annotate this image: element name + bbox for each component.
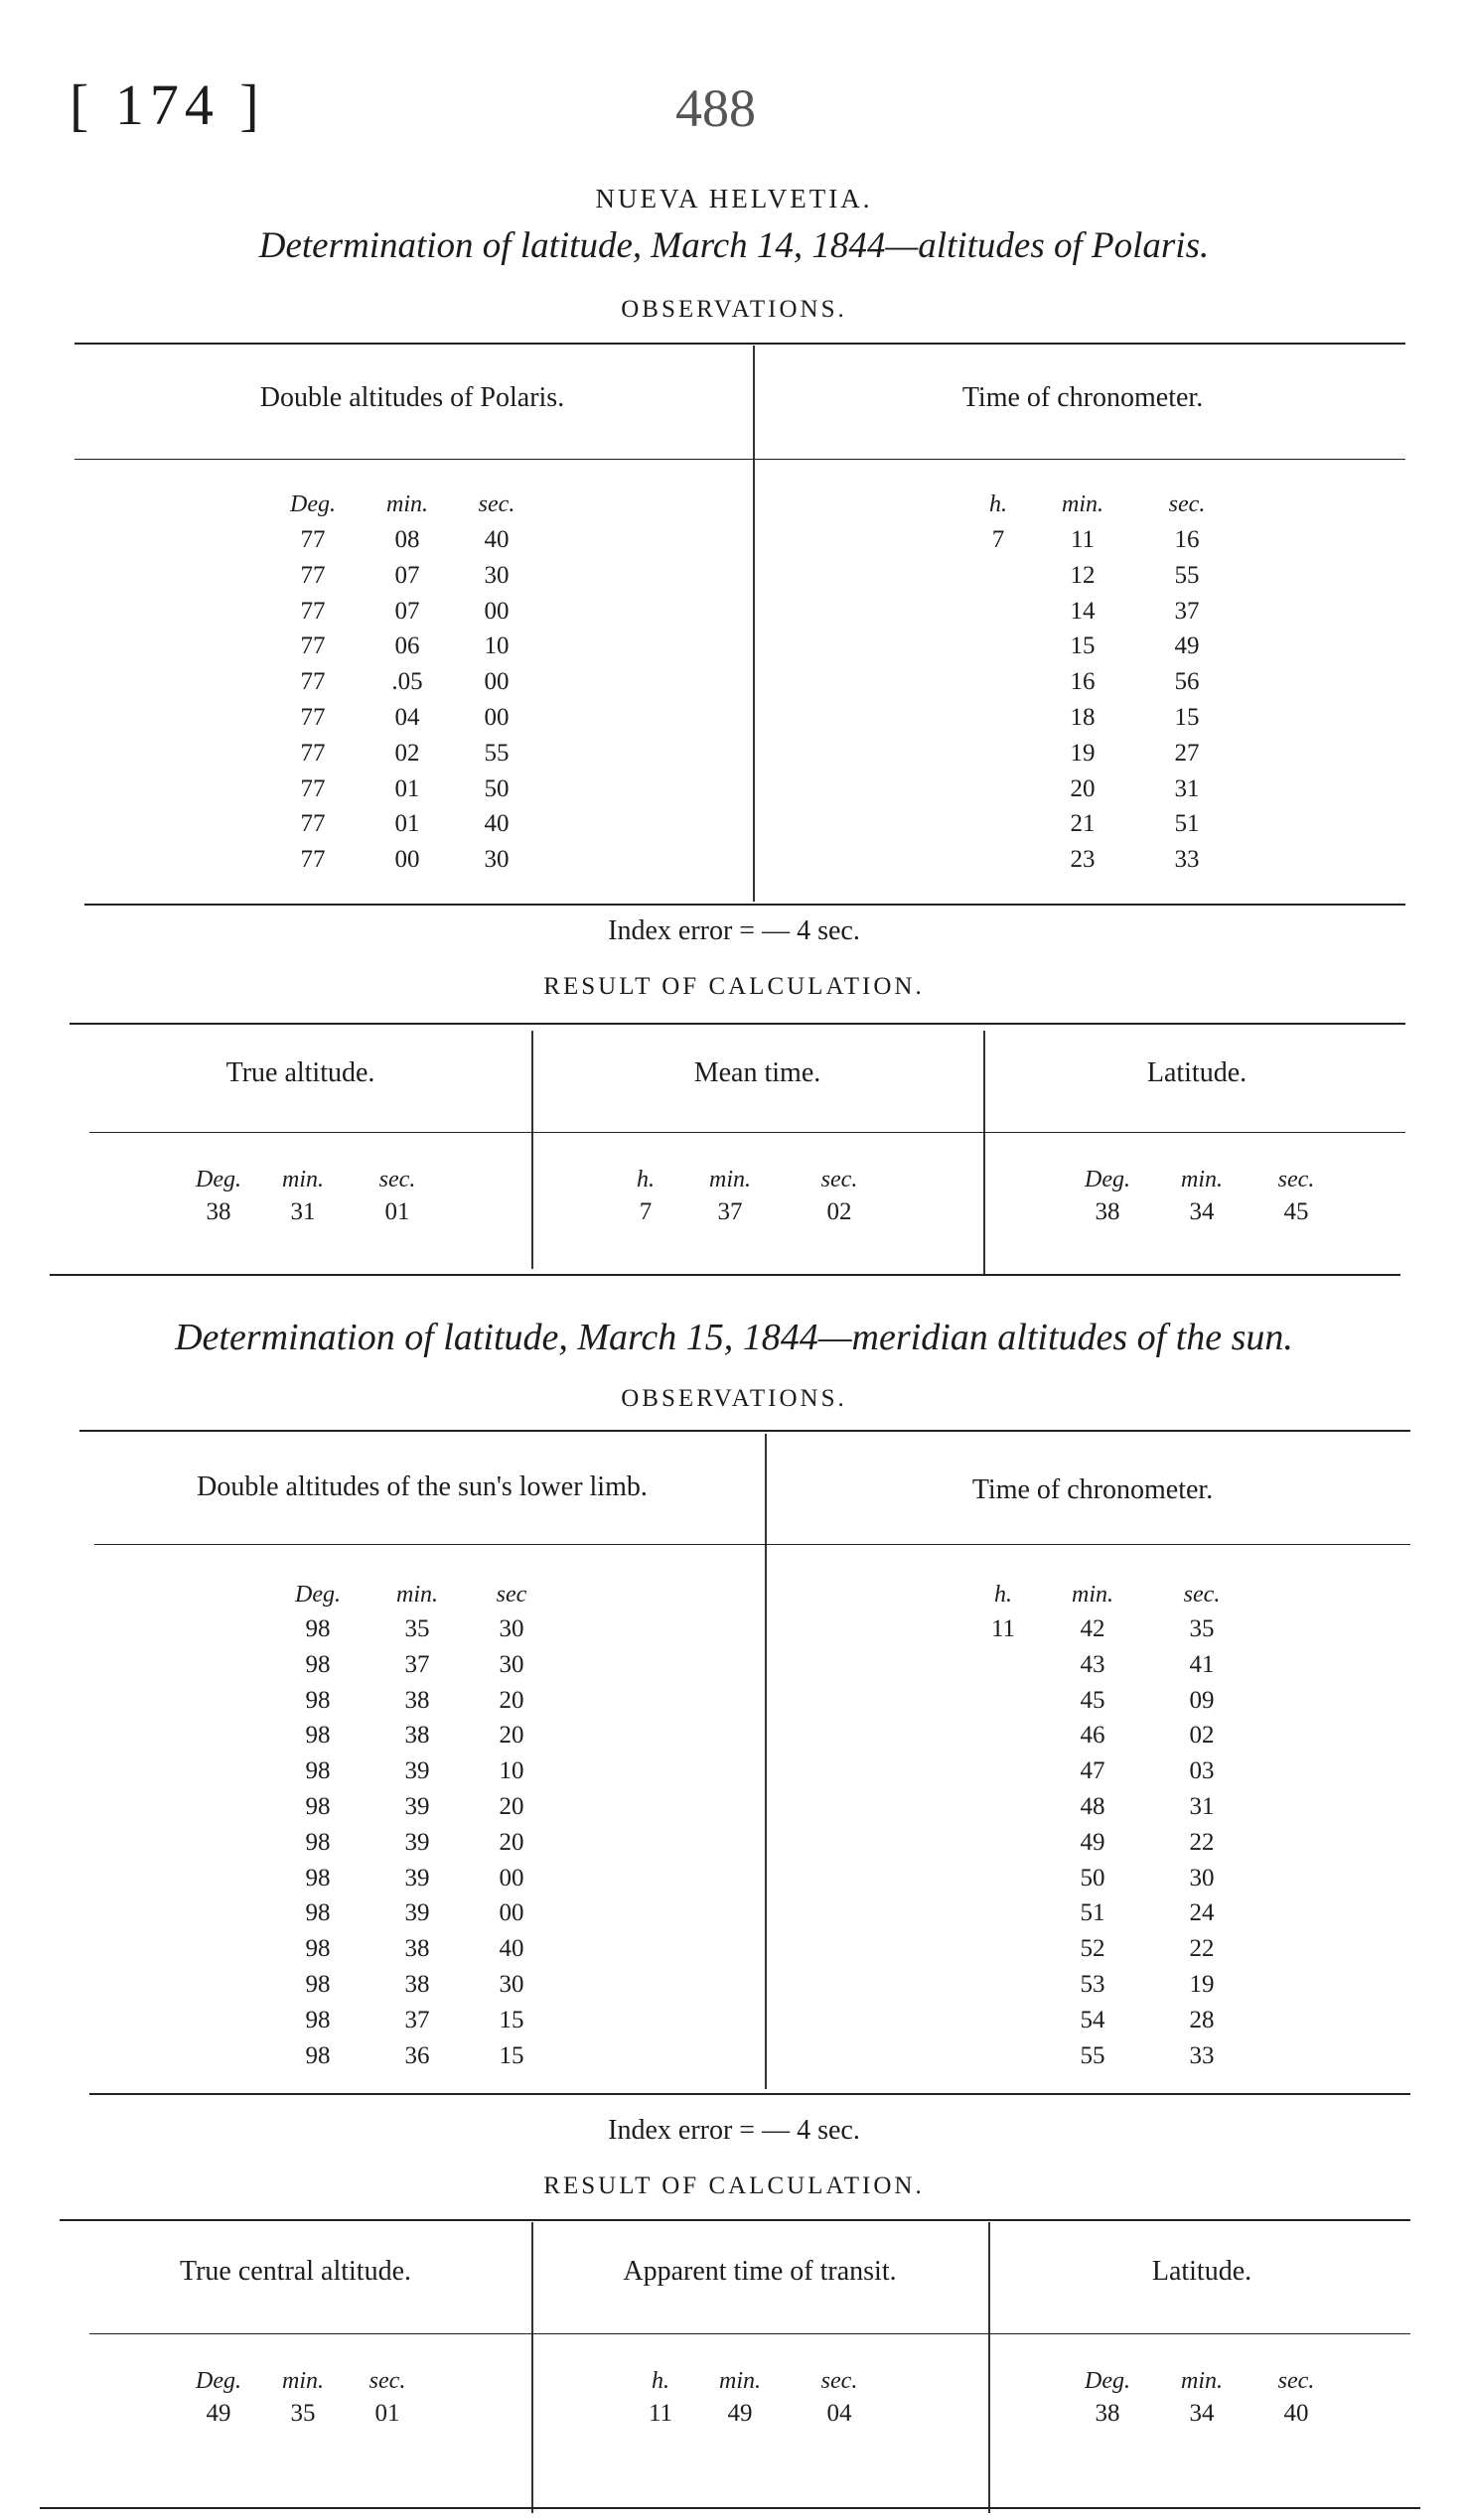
table-row xyxy=(973,1683,1251,1719)
result2-header-rule xyxy=(89,2333,1410,2334)
result1-header-rule xyxy=(89,1132,1405,1133)
sec-cell: 19 xyxy=(1189,1970,1215,1998)
min-cell: 08 xyxy=(394,526,420,553)
table-row xyxy=(263,771,541,807)
sec-cell: 20 xyxy=(499,1686,524,1714)
min-cell: 52 xyxy=(1080,1935,1105,1963)
min-cell: 34 xyxy=(1189,1198,1215,1225)
min-cell: 43 xyxy=(1080,1650,1105,1678)
sec-cell: 20 xyxy=(499,1828,524,1856)
sec-cell: 24 xyxy=(1189,1899,1215,1927)
min-cell: 20 xyxy=(1070,774,1096,802)
sec-cell: 10 xyxy=(484,632,510,660)
h-cell xyxy=(973,2038,1033,2074)
unit-deg: Deg. xyxy=(196,1167,241,1192)
table-row xyxy=(973,1753,1251,1789)
h-cell xyxy=(973,1825,1033,1861)
result1-header-latitude: Latitude. xyxy=(1146,1057,1248,1088)
table-row xyxy=(973,1861,1251,1896)
sec-cell: 31 xyxy=(1189,1792,1215,1820)
min-cell: 35 xyxy=(404,1615,430,1642)
sec-cell: 00 xyxy=(484,703,510,731)
sec-cell: 33 xyxy=(1174,846,1200,874)
min-cell: 16 xyxy=(1070,668,1096,696)
sec-cell: 51 xyxy=(1174,810,1200,838)
sec-cell: 37 xyxy=(1174,597,1200,625)
sec-cell: 03 xyxy=(1189,1757,1215,1785)
h-cell xyxy=(968,771,1028,807)
h-cell xyxy=(968,736,1028,771)
sec-cell: 50 xyxy=(484,774,510,802)
table-row xyxy=(263,806,541,842)
table-row xyxy=(268,2003,556,2038)
table-row xyxy=(968,522,1237,558)
deg-cell: 98 xyxy=(305,2006,331,2033)
table2-header-rule xyxy=(94,1544,1410,1545)
deg-cell: 77 xyxy=(300,632,326,660)
result2-units-latitude xyxy=(1068,2368,1336,2395)
sec-cell: 01 xyxy=(374,2400,400,2427)
table-row xyxy=(968,842,1237,878)
sec-cell: 28 xyxy=(1189,2006,1215,2033)
sec-cell: 09 xyxy=(1189,1686,1215,1714)
unit-min: min. xyxy=(1062,491,1103,517)
result2-header-latitude: Latitude. xyxy=(1151,2256,1252,2287)
min-cell: 07 xyxy=(394,597,420,625)
table2-left-units xyxy=(268,1582,556,1609)
min-cell: 46 xyxy=(1080,1722,1105,1750)
table1-top-rule xyxy=(74,343,1405,345)
deg-cell: 98 xyxy=(305,1650,331,1678)
table1-right-header: Time of chronometer. xyxy=(961,382,1204,413)
table-row xyxy=(268,1825,556,1861)
table2-bottom-rule xyxy=(89,2093,1410,2095)
sec-cell: 00 xyxy=(499,1864,524,1891)
table-row xyxy=(968,806,1237,842)
sec-cell: 00 xyxy=(484,668,510,696)
h-cell xyxy=(968,558,1028,594)
deg-cell: 98 xyxy=(305,1970,331,1998)
min-cell: 50 xyxy=(1080,1864,1105,1891)
min-cell: 42 xyxy=(1080,1615,1105,1642)
sec-cell: 15 xyxy=(499,2006,524,2033)
sec-cell: 55 xyxy=(1174,561,1200,589)
table-row xyxy=(973,1611,1251,1647)
unit-sec: sec xyxy=(496,1582,527,1608)
sec-cell: 40 xyxy=(1283,2400,1309,2427)
table-row xyxy=(268,2038,556,2074)
unit-min: min. xyxy=(386,491,428,517)
table-row xyxy=(179,2396,427,2432)
table2-divider xyxy=(765,1434,767,2089)
table-row xyxy=(263,842,541,878)
deg-cell: 77 xyxy=(300,597,326,625)
unit-h: h. xyxy=(994,1582,1012,1608)
deg-cell: 77 xyxy=(300,846,326,874)
table-row xyxy=(179,1194,447,1230)
table-row xyxy=(973,1895,1251,1931)
table2-right-units xyxy=(973,1582,1251,1609)
sec-cell: 00 xyxy=(484,597,510,625)
table-row xyxy=(268,1683,556,1719)
table2-left-header: Double altitudes of the sun's lower limb. xyxy=(197,1471,648,1502)
deg-cell: 77 xyxy=(300,810,326,838)
min-cell: 15 xyxy=(1070,632,1096,660)
result2-bottom-rule xyxy=(40,2507,1420,2509)
table-row xyxy=(968,700,1237,736)
h-cell xyxy=(973,1931,1033,1967)
table2-times xyxy=(973,1611,1251,2073)
unit-h: h. xyxy=(652,2368,669,2394)
table-row xyxy=(268,1861,556,1896)
min-cell: 49 xyxy=(727,2400,753,2427)
min-cell: 39 xyxy=(404,1864,430,1891)
unit-min: min. xyxy=(396,1582,438,1608)
min-cell: 37 xyxy=(717,1198,743,1225)
result2-divider-2 xyxy=(988,2222,990,2513)
sec-cell: 45 xyxy=(1283,1198,1309,1225)
result2-values-altitude xyxy=(179,2396,427,2432)
sec-cell: 02 xyxy=(826,1198,852,1225)
table-row xyxy=(973,1647,1251,1683)
unit-deg: Deg. xyxy=(1085,1167,1130,1192)
deg-cell: 77 xyxy=(300,526,326,553)
sec-cell: 22 xyxy=(1189,1935,1215,1963)
min-cell: 34 xyxy=(1189,2400,1215,2427)
table-row xyxy=(263,594,541,630)
table-row xyxy=(268,1931,556,1967)
h-cell xyxy=(973,1753,1033,1789)
table-row xyxy=(268,1611,556,1647)
deg-cell: 98 xyxy=(305,2041,331,2069)
table-row xyxy=(973,2038,1251,2074)
deg-cell: 98 xyxy=(305,1722,331,1750)
table-row xyxy=(263,558,541,594)
deg-cell: 77 xyxy=(300,668,326,696)
table-row xyxy=(968,771,1237,807)
sec-cell: 30 xyxy=(499,1650,524,1678)
sec-cell: 15 xyxy=(499,2041,524,2069)
table-row xyxy=(268,1895,556,1931)
sec-cell: 40 xyxy=(484,526,510,553)
deg-cell: 98 xyxy=(305,1686,331,1714)
min-cell: 01 xyxy=(394,810,420,838)
min-cell: 36 xyxy=(404,2041,430,2069)
h-cell xyxy=(968,629,1028,664)
result2-values-time xyxy=(636,2396,884,2432)
result1-divider-1 xyxy=(531,1031,533,1269)
h-cell xyxy=(973,1647,1033,1683)
table-row xyxy=(616,1194,894,1230)
sec-cell: 22 xyxy=(1189,1828,1215,1856)
deg-cell: 98 xyxy=(305,1935,331,1963)
h-cell: 7 xyxy=(991,526,1005,553)
sec-cell: 31 xyxy=(1174,774,1200,802)
h-cell xyxy=(973,1861,1033,1896)
unit-sec: sec. xyxy=(1183,1582,1221,1608)
sec-cell: 30 xyxy=(484,561,510,589)
sec-cell: 00 xyxy=(499,1899,524,1927)
deg-cell: 98 xyxy=(305,1792,331,1820)
table1-right-units xyxy=(968,491,1237,518)
sec-cell: 56 xyxy=(1174,668,1200,696)
table1-times xyxy=(968,522,1237,878)
h-cell xyxy=(968,594,1028,630)
h-cell xyxy=(968,700,1028,736)
h-cell xyxy=(968,664,1028,700)
table1-altitudes xyxy=(263,522,541,878)
table-row xyxy=(263,522,541,558)
sec-cell: 16 xyxy=(1174,526,1200,553)
table-row xyxy=(1068,1194,1336,1230)
min-cell: 51 xyxy=(1080,1899,1105,1927)
min-cell: 45 xyxy=(1080,1686,1105,1714)
min-cell: 39 xyxy=(404,1899,430,1927)
min-cell: 38 xyxy=(404,1935,430,1963)
deg-cell: 98 xyxy=(305,1899,331,1927)
unit-deg: Deg. xyxy=(290,491,336,517)
min-cell: 02 xyxy=(394,739,420,767)
table1-left-header: Double altitudes of Polaris. xyxy=(259,382,565,413)
min-cell: 01 xyxy=(394,774,420,802)
sec-cell: 15 xyxy=(1174,703,1200,731)
h-cell xyxy=(973,1789,1033,1825)
min-cell: 49 xyxy=(1080,1828,1105,1856)
deg-cell: 77 xyxy=(300,739,326,767)
min-cell: 38 xyxy=(404,1722,430,1750)
table-row xyxy=(268,1647,556,1683)
sec-cell: 20 xyxy=(499,1722,524,1750)
deg-cell: 77 xyxy=(300,703,326,731)
min-cell: .05 xyxy=(391,668,423,696)
table-row xyxy=(968,558,1237,594)
result1-units-time xyxy=(616,1167,894,1193)
table1-bottom-rule xyxy=(84,904,1405,906)
table-row xyxy=(973,1967,1251,2003)
unit-deg: Deg. xyxy=(295,1582,341,1608)
result-label-1: RESULT OF CALCULATION. xyxy=(543,973,925,1000)
table-row xyxy=(973,1825,1251,1861)
min-cell: 47 xyxy=(1080,1757,1105,1785)
bracket-page-number: [ 174 ] xyxy=(70,72,265,137)
deg-cell: 38 xyxy=(1095,1198,1120,1225)
min-cell: 39 xyxy=(404,1828,430,1856)
result-label-2: RESULT OF CALCULATION. xyxy=(543,2172,925,2199)
unit-sec: sec. xyxy=(1168,491,1206,517)
observations-label-2: OBSERVATIONS. xyxy=(621,1385,847,1412)
result2-values-latitude xyxy=(1068,2396,1336,2432)
min-cell: 18 xyxy=(1070,703,1096,731)
result1-values-time xyxy=(616,1194,894,1230)
table2-top-rule xyxy=(79,1430,1410,1432)
index-error-2: Index error = — 4 sec. xyxy=(608,2115,860,2146)
table-row xyxy=(968,736,1237,771)
table-row xyxy=(263,629,541,664)
min-cell: 21 xyxy=(1070,810,1096,838)
sec-cell: 33 xyxy=(1189,2041,1215,2069)
h-cell xyxy=(973,1967,1033,2003)
table-row xyxy=(973,1931,1251,1967)
result2-header-apparent-time: Apparent time of transit. xyxy=(623,2256,897,2287)
h-cell xyxy=(973,1718,1033,1753)
result1-top-rule xyxy=(70,1023,1405,1025)
sec-cell: 41 xyxy=(1189,1650,1215,1678)
min-cell: 53 xyxy=(1080,1970,1105,1998)
min-cell: 23 xyxy=(1070,846,1096,874)
min-cell: 19 xyxy=(1070,739,1096,767)
min-cell: 55 xyxy=(1080,2041,1105,2069)
unit-min: min. xyxy=(1181,1167,1223,1192)
unit-h: h. xyxy=(637,1167,655,1192)
sec-cell: 01 xyxy=(384,1198,410,1225)
observations-label-1: OBSERVATIONS. xyxy=(621,296,847,323)
result1-values-latitude xyxy=(1068,1194,1336,1230)
sec-cell: 30 xyxy=(499,1970,524,1998)
result1-bottom-rule xyxy=(50,1274,1400,1276)
deg-cell: 98 xyxy=(305,1864,331,1891)
table-row xyxy=(636,2396,884,2432)
table-row xyxy=(968,594,1237,630)
table-row xyxy=(268,1753,556,1789)
heading-polaris: Determination of latitude, March 14, 1844—altitudes of Polaris. xyxy=(258,225,1210,266)
sec-cell: 27 xyxy=(1174,739,1200,767)
unit-min: min. xyxy=(282,2368,324,2394)
min-cell: 38 xyxy=(404,1970,430,1998)
section-title: NUEVA HELVETIA. xyxy=(595,184,873,213)
result1-units-altitude xyxy=(179,1167,447,1193)
result1-header-mean-time: Mean time. xyxy=(693,1057,821,1088)
min-cell: 37 xyxy=(404,2006,430,2033)
table-row xyxy=(973,1789,1251,1825)
min-cell: 39 xyxy=(404,1792,430,1820)
sec-cell: 30 xyxy=(484,846,510,874)
min-cell: 04 xyxy=(394,703,420,731)
result1-units-latitude xyxy=(1068,1167,1336,1193)
unit-sec: sec. xyxy=(1277,1167,1315,1192)
table-row xyxy=(1068,2396,1336,2432)
sec-cell: 55 xyxy=(484,739,510,767)
h-cell: 11 xyxy=(990,1615,1016,1642)
unit-min: min. xyxy=(1181,2368,1223,2394)
deg-cell: 38 xyxy=(1095,2400,1120,2427)
result1-values-altitude xyxy=(179,1194,447,1230)
min-cell: 11 xyxy=(1070,526,1096,553)
unit-min: min. xyxy=(282,1167,324,1192)
table-row xyxy=(973,2003,1251,2038)
min-cell: 39 xyxy=(404,1757,430,1785)
table-row xyxy=(263,700,541,736)
deg-cell: 77 xyxy=(300,774,326,802)
unit-deg: Deg. xyxy=(1085,2368,1130,2394)
result2-units-altitude xyxy=(179,2368,427,2395)
unit-sec: sec. xyxy=(478,491,515,517)
unit-sec: sec. xyxy=(820,1167,858,1192)
h-cell xyxy=(973,1683,1033,1719)
sec-cell: 20 xyxy=(499,1792,524,1820)
index-error-1: Index error = — 4 sec. xyxy=(608,915,860,946)
sec-cell: 02 xyxy=(1189,1722,1215,1750)
unit-sec: sec. xyxy=(378,1167,416,1192)
h-cell: 11 xyxy=(648,2400,673,2427)
table1-header-rule xyxy=(74,459,1405,460)
result2-header-true-central-altitude: True central altitude. xyxy=(179,2256,411,2287)
table-row xyxy=(268,1789,556,1825)
sec-cell: 10 xyxy=(499,1757,524,1785)
table2-right-header: Time of chronometer. xyxy=(971,1474,1214,1505)
table-row xyxy=(968,629,1237,664)
sec-cell: 35 xyxy=(1189,1615,1215,1642)
min-cell: 35 xyxy=(290,2400,316,2427)
min-cell: 31 xyxy=(290,1198,316,1225)
h-cell xyxy=(973,2003,1033,2038)
result2-top-rule xyxy=(60,2219,1410,2221)
sec-cell: 40 xyxy=(499,1935,524,1963)
deg-cell: 38 xyxy=(206,1198,231,1225)
deg-cell: 77 xyxy=(300,561,326,589)
result2-divider-1 xyxy=(531,2222,533,2513)
table-row xyxy=(268,1967,556,2003)
min-cell: 54 xyxy=(1080,2006,1105,2033)
table-row xyxy=(968,664,1237,700)
unit-min: min. xyxy=(709,1167,751,1192)
table2-altitudes xyxy=(268,1611,556,2073)
unit-min: min. xyxy=(1072,1582,1113,1608)
min-cell: 12 xyxy=(1070,561,1096,589)
min-cell: 37 xyxy=(404,1650,430,1678)
sec-cell: 30 xyxy=(499,1615,524,1642)
sec-cell: 04 xyxy=(826,2400,852,2427)
min-cell: 14 xyxy=(1070,597,1096,625)
min-cell: 48 xyxy=(1080,1792,1105,1820)
table1-divider xyxy=(753,346,755,902)
result2-units-time xyxy=(636,2368,884,2395)
page-number: 488 xyxy=(675,78,756,138)
result1-header-true-altitude: True altitude. xyxy=(225,1057,375,1088)
table-row xyxy=(973,1718,1251,1753)
sec-cell: 30 xyxy=(1189,1864,1215,1891)
result1-divider-2 xyxy=(983,1031,985,1274)
min-cell: 00 xyxy=(394,846,420,874)
unit-min: min. xyxy=(719,2368,761,2394)
deg-cell: 98 xyxy=(305,1615,331,1642)
unit-h: h. xyxy=(989,491,1007,517)
table-row xyxy=(263,664,541,700)
sec-cell: 40 xyxy=(484,810,510,838)
unit-sec: sec. xyxy=(820,2368,858,2394)
unit-deg: Deg. xyxy=(196,2368,241,2394)
heading-sun: Determination of latitude, March 15, 1844—meridian altitudes of the sun. xyxy=(175,1317,1293,1358)
deg-cell: 98 xyxy=(305,1757,331,1785)
h-cell xyxy=(968,842,1028,878)
unit-sec: sec. xyxy=(368,2368,406,2394)
h-cell xyxy=(973,1895,1033,1931)
deg-cell: 49 xyxy=(206,2400,231,2427)
table1-left-units xyxy=(263,491,541,518)
min-cell: 06 xyxy=(394,632,420,660)
unit-sec: sec. xyxy=(1277,2368,1315,2394)
h-cell xyxy=(968,806,1028,842)
min-cell: 38 xyxy=(404,1686,430,1714)
h-cell: 7 xyxy=(639,1198,653,1225)
deg-cell: 98 xyxy=(305,1828,331,1856)
table-row xyxy=(268,1718,556,1753)
sec-cell: 49 xyxy=(1174,632,1200,660)
table-row xyxy=(263,736,541,771)
min-cell: 07 xyxy=(394,561,420,589)
